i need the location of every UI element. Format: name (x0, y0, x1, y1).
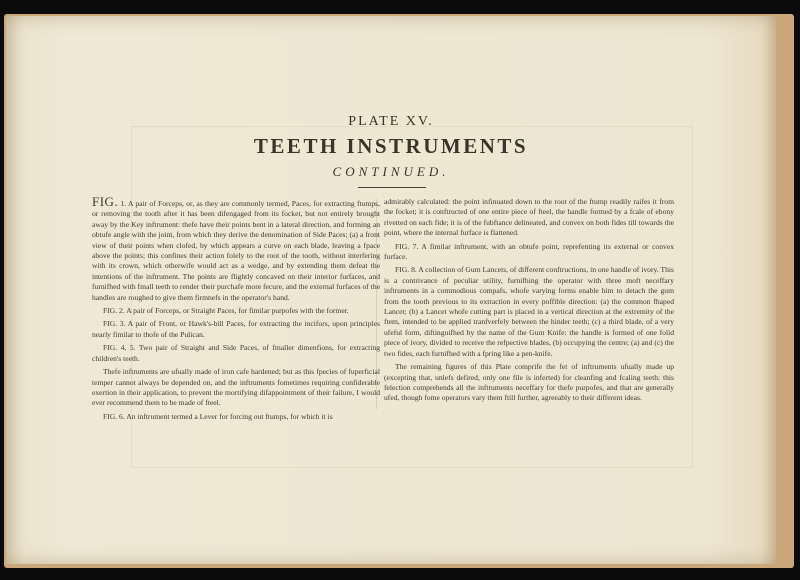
dropcap-fig: FIG. (92, 194, 119, 209)
plate-subtitle: CONTINUED. (332, 164, 450, 179)
paragraph-fig-4-5: FIG. 4, 5. Two pair of Straight and Side Paces, of fmaller dimenfions, for extracting children's teeth. (92, 343, 380, 363)
paragraph-fig-8: FIG. 8. A collection of Gum Lancets, of different conftructions, in one handle of ivory. This is a contrivance of peculiar utility, furnifhing the operator with three moft neceffary inftruments in a commodious compafs, whofe varying forms enable him to detach the gum from the tooth previous to its extraction in every poffible direction: (a) the common fhaped Lancet; (b) a Lancet whofe cutting part is placed in a vertical direction at the extremity of the ftem, intended to be applied tranfverfely between the hinder teeth; (c) a third blade, of a very ufeful form, diftinguifhed by the name of the Gum Knife: the handle is formed of one folid piece of ivory, divided to receive the refpective blades, (b) occupying the centre; (a) and (c) the two fides, each furnifhed with a fpring like a pen-knife. (384, 265, 674, 358)
paragraph-fig-1-text: 1. A pair of Forceps, or, as they are commonly termed, Paces, for extracting ftumps, or removing the tooth after it has been difengaged from its focket, but not entirely brought away by the Key inftrument: thefe have their points bent in a lateral direction, and forming an obtufe angle with the joint, from which they derive the denomination of Side Paces; (a) a front view of their points when clofed, by which appears a curve on each blade, leaving a fpace above the points; this confines their action folely to the root of the tooth, without interfering with its crown, which otherwife would act as a wedge, and by extending them defeat the intentions of the inftrument. The points are flightly concaved on their interior furfaces, and furnifhed with fmall teeth to render their purchafe more fecure, and the external furfaces of the handles are roughed to give them firmnefs in the operator's hand. (92, 199, 381, 302)
book-page (6, 16, 776, 564)
plate-title: TEETH INSTRUMENTS (253, 134, 529, 158)
left-column (92, 194, 381, 425)
paragraph-materials: Thefe inftruments are ufually made of iron cafe hardened; but as this fpecies of fuperficial temper cannot always be depended on, and the inftruments fometimes requiring confiderable exertion in their application, to prevent the mortifying difappointment of their failure, I would ever recommend them to be made of fteel. (92, 367, 380, 408)
plate-number: PLATE XV. (348, 114, 434, 129)
paragraph-fig-6: FIG. 6. An inftrument termed a Lever for forcing out ftumps, for which it is (103, 411, 333, 421)
paragraph-fig-6-cont: admirably calculated: the point infinuated down to the root of the ftump readily raifes it from the focket; it is conftructed of one entire piece of fteel, the handle formed by a fcale of ebony rivetted on each fide; it is of the fubftance delineated, and convex on both fides till towards the point, where the internal furface is flattened. (384, 197, 674, 238)
paragraph-fig-7: FIG. 7. A fimilar inftrument, with an obtufe point, reprefenting its external or convex furface. (384, 241, 674, 262)
right-column (384, 197, 674, 407)
paragraph-remaining-figures: The remaining figures of this Plate comprife the fet of inftruments ufually made up (excepting that, unlefs defired, only one file is inferted) for cleanfing and fcaling teeth: this felection comprehends all the inftruments neceffary for thefe purpofes, and that are generally ufed, though fome operators vary them ftill further, agreeably to their different ideas. (384, 362, 674, 403)
column-divider (376, 199, 377, 409)
paragraph-fig-2: FIG. 2. A pair of Forceps, or Straight Paces, for fimilar purpofes with the former. (103, 306, 349, 316)
paragraph-fig-1 (92, 194, 381, 303)
title-rule (358, 187, 426, 188)
paragraph-fig-3: FIG. 3. A pair of Front, or Hawk's-bill Paces, for extracting the incifors, upon principles nearly fimilar to thofe of the Pulican. (92, 319, 380, 339)
